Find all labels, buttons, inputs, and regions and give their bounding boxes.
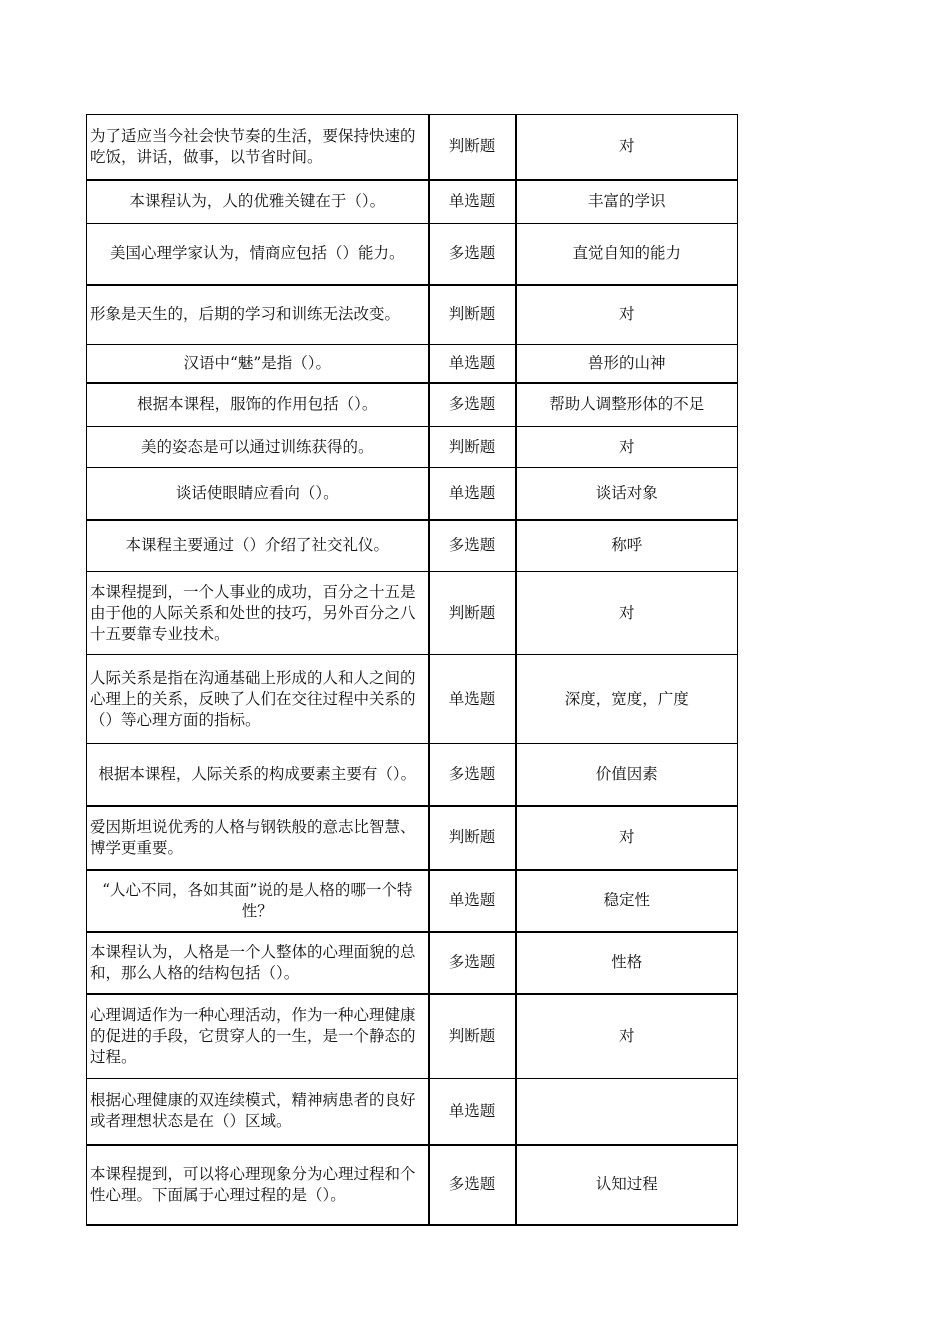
question-cell: 汉语中“魅”是指（）。 (87, 345, 429, 383)
question-type-cell: 单选题 (429, 180, 516, 224)
answer-cell: 帮助人调整形体的不足 (516, 383, 738, 427)
question-type-cell: 判断题 (429, 994, 516, 1079)
table-row (87, 806, 738, 870)
question-type-cell: 多选题 (429, 224, 516, 285)
table-row (87, 468, 738, 520)
table-row (87, 520, 738, 572)
question-type-cell: 多选题 (429, 744, 516, 806)
question-cell: 爱因斯坦说优秀的人格与钢铁般的意志比智慧、博学更重要。 (87, 806, 429, 870)
question-type-cell: 多选题 (429, 520, 516, 572)
question-cell: 本课程提到，可以将心理现象分为心理过程和个性心理。下面属于心理过程的是（）。 (87, 1145, 429, 1225)
table-row (87, 1079, 738, 1145)
question-cell: 本课程认为，人的优雅关键在于（）。 (87, 180, 429, 224)
answer-cell: 对 (516, 115, 738, 180)
answer-cell: 对 (516, 994, 738, 1079)
question-cell: 美的姿态是可以通过训练获得的。 (87, 427, 429, 468)
table-row (87, 115, 738, 180)
question-type-cell: 单选题 (429, 1079, 516, 1145)
table-row (87, 224, 738, 285)
answer-cell: 价值因素 (516, 744, 738, 806)
question-type-cell: 单选题 (429, 655, 516, 744)
table-row (87, 180, 738, 224)
answer-cell: 对 (516, 427, 738, 468)
question-type-cell: 单选题 (429, 345, 516, 383)
answer-cell: 兽形的山神 (516, 345, 738, 383)
question-type-cell: 单选题 (429, 870, 516, 932)
answer-cell: 对 (516, 806, 738, 870)
question-type-cell: 判断题 (429, 427, 516, 468)
question-type-cell: 判断题 (429, 115, 516, 180)
table-row (87, 870, 738, 932)
question-type-cell: 判断题 (429, 572, 516, 655)
answer-cell: 对 (516, 572, 738, 655)
question-cell: 根据心理健康的双连续模式，精神病患者的良好或者理想状态是在（）区域。 (87, 1079, 429, 1145)
question-cell: 心理调适作为一种心理活动，作为一种心理健康的促进的手段，它贯穿人的一生，是一个静态的过程。 (87, 994, 429, 1079)
question-cell: “人心不同，各如其面”说的是人格的哪一个特性？ (87, 870, 429, 932)
answer-cell: 谈话对象 (516, 468, 738, 520)
answer-cell: 丰富的学识 (516, 180, 738, 224)
question-cell: 谈话使眼睛应看向（）。 (87, 468, 429, 520)
question-type-cell: 判断题 (429, 806, 516, 870)
question-cell: 形象是天生的，后期的学习和训练无法改变。 (87, 285, 429, 345)
table-row (87, 345, 738, 383)
table-row (87, 744, 738, 806)
question-type-cell: 多选题 (429, 1145, 516, 1225)
table-row (87, 932, 738, 994)
question-cell: 本课程提到，一个人事业的成功，百分之十五是由于他的人际关系和处世的技巧，另外百分之八十五要靠专业技术。 (87, 572, 429, 655)
table-row (87, 994, 738, 1079)
question-cell: 根据本课程，服饰的作用包括（）。 (87, 383, 429, 427)
question-cell: 根据本课程，人际关系的构成要素主要有（）。 (87, 744, 429, 806)
table-row (87, 655, 738, 744)
answer-cell: 直觉自知的能力 (516, 224, 738, 285)
question-type-cell: 单选题 (429, 468, 516, 520)
question-type-cell: 多选题 (429, 383, 516, 427)
answer-cell: 称呼 (516, 520, 738, 572)
question-cell: 本课程认为，人格是一个人整体的心理面貌的总和，那么人格的结构包括（）。 (87, 932, 429, 994)
answer-cell: 认知过程 (516, 1145, 738, 1225)
question-cell: 美国心理学家认为，情商应包括（）能力。 (87, 224, 429, 285)
table-row (87, 383, 738, 427)
table-body (87, 115, 738, 1225)
question-cell: 本课程主要通过（）介绍了社交礼仪。 (87, 520, 429, 572)
question-cell: 为了适应当今社会快节奏的生活，要保持快速的吃饭，讲话，做事，以节省时间。 (87, 115, 429, 180)
question-type-cell: 判断题 (429, 285, 516, 345)
table-row (87, 1145, 738, 1225)
question-type-cell: 多选题 (429, 932, 516, 994)
question-table (86, 114, 737, 1226)
table-row (87, 572, 738, 655)
question-cell: 人际关系是指在沟通基础上形成的人和人之间的心理上的关系，反映了人们在交往过程中关系的（）等心理方面的指标。 (87, 655, 429, 744)
answer-cell (516, 1079, 738, 1145)
answer-cell: 稳定性 (516, 870, 738, 932)
table-row (87, 427, 738, 468)
answer-cell: 对 (516, 285, 738, 345)
answer-cell: 性格 (516, 932, 738, 994)
answer-cell: 深度，宽度，广度 (516, 655, 738, 744)
table-row (87, 285, 738, 345)
